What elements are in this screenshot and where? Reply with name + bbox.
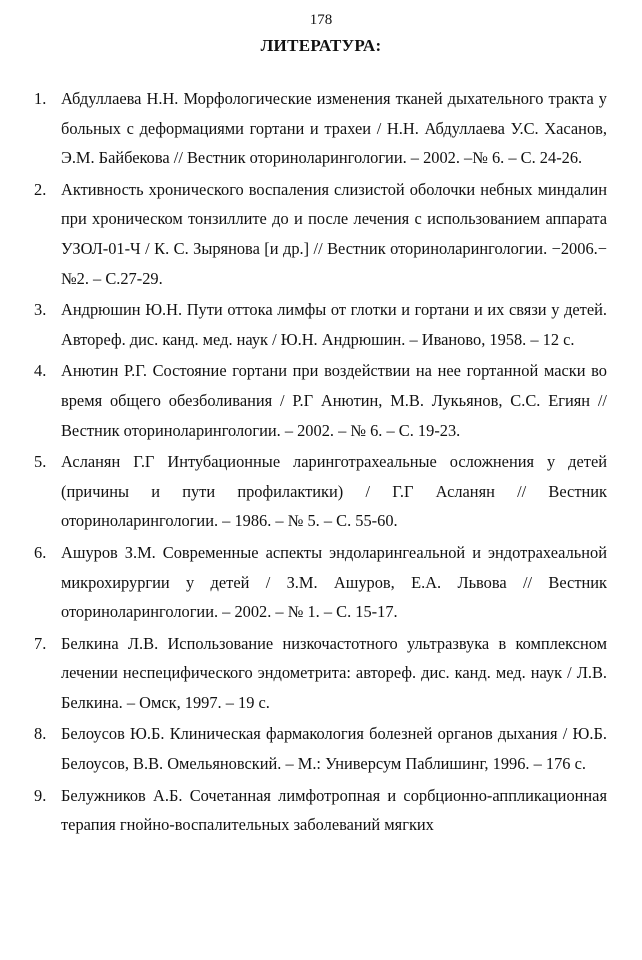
reference-item (34, 781, 607, 840)
reference-number: 5. (34, 452, 47, 472)
reference-item (34, 295, 607, 354)
page-number: 178 (309, 12, 333, 28)
reference-text: Андрюшин Ю.Н. Пути оттока лимфы от глотки и гортани и их связи у детей. Автореф. дис. канд. мед. наук / Ю.Н. Андрюшин. – Иваново, 1958. – 12 с. (61, 300, 607, 349)
reference-text: Белоусов Ю.Б. Клиническая фармакология болезней органов дыхания / Ю.Б. Белоусов, В.В. Омельяновский. – М.: Универсум Паблишинг, 1996. – 176 с. (61, 724, 607, 774)
reference-text: Белкина Л.В. Использование низкочастотного ультразвука в комплексном лечении неспецифического эндометрита: автореф. дис. канд. мед. наук / Л.В. Белкина. – Омск, 1997. – 19 с. (61, 633, 607, 712)
reference-item (34, 629, 607, 718)
reference-item (34, 447, 607, 536)
page-heading: ЛИТЕРАТУРА: (260, 36, 382, 55)
reference-text: Асланян Г.Г Интубационные ларинготрахеальные осложнения у детей (причины и пути профилактики) / Г.Г Асланян // Вестник оториноларингологии. – 1986. – № 5. – С. 55-60. (61, 452, 607, 531)
reference-number: 7. (34, 633, 47, 653)
reference-text: Белужников А.Б. Сочетанная лимфотропная и сорбционно-аппликационная терапия гнойно-воспалительных заболеваний мягких (61, 785, 607, 835)
reference-number: 1. (34, 89, 47, 108)
reference-text: Активность хронического воспаления слизистой оболочки небных миндалин при хроническом тонзиллите до и после лечения с использованием аппарата УЗОЛ-01-Ч / К. С. Зырянова [и др.] // Вестник оториноларингологии. −2006.− №2. – С.27-29. (61, 179, 607, 288)
reference-number: 8. (34, 724, 47, 744)
reference-list (34, 84, 607, 842)
reference-number: 9. (34, 785, 47, 805)
reference-item (34, 84, 607, 173)
reference-text: Ашуров З.М. Современные аспекты эндоларингеальной и эндотрахеальной микрохирургии у детей / З.М. Ашуров, Е.А. Львова // Вестник оториноларингологии. – 2002. – № 1. – С. 15-17. (61, 542, 607, 622)
reference-item (34, 538, 607, 627)
reference-item (34, 719, 607, 778)
reference-item (34, 356, 607, 445)
reference-text: Абдуллаева Н.Н. Морфологические изменения тканей дыхательного тракта у больных с деформациями гортани и трахеи / Н.Н. Абдуллаева У.С. Хасанов, Э.М. Байбекова // Вестник оториноларингологии. – 2002. –№ 6. – С. 24-26. (61, 89, 607, 168)
reference-number: 2. (34, 179, 47, 199)
reference-number: 4. (34, 361, 47, 381)
reference-number: 6. (34, 542, 47, 562)
reference-number: 3. (34, 300, 47, 320)
reference-item (34, 175, 607, 293)
reference-text: Анютин Р.Г. Состояние гортани при воздействии на нее гортанной маски во время общего обезболивания / Р.Г Анютин, М.В. Лукьянов, С.С. Егиян // Вестник оториноларингологии. – 2002. – № 6. – С. 19-23. (61, 361, 607, 440)
